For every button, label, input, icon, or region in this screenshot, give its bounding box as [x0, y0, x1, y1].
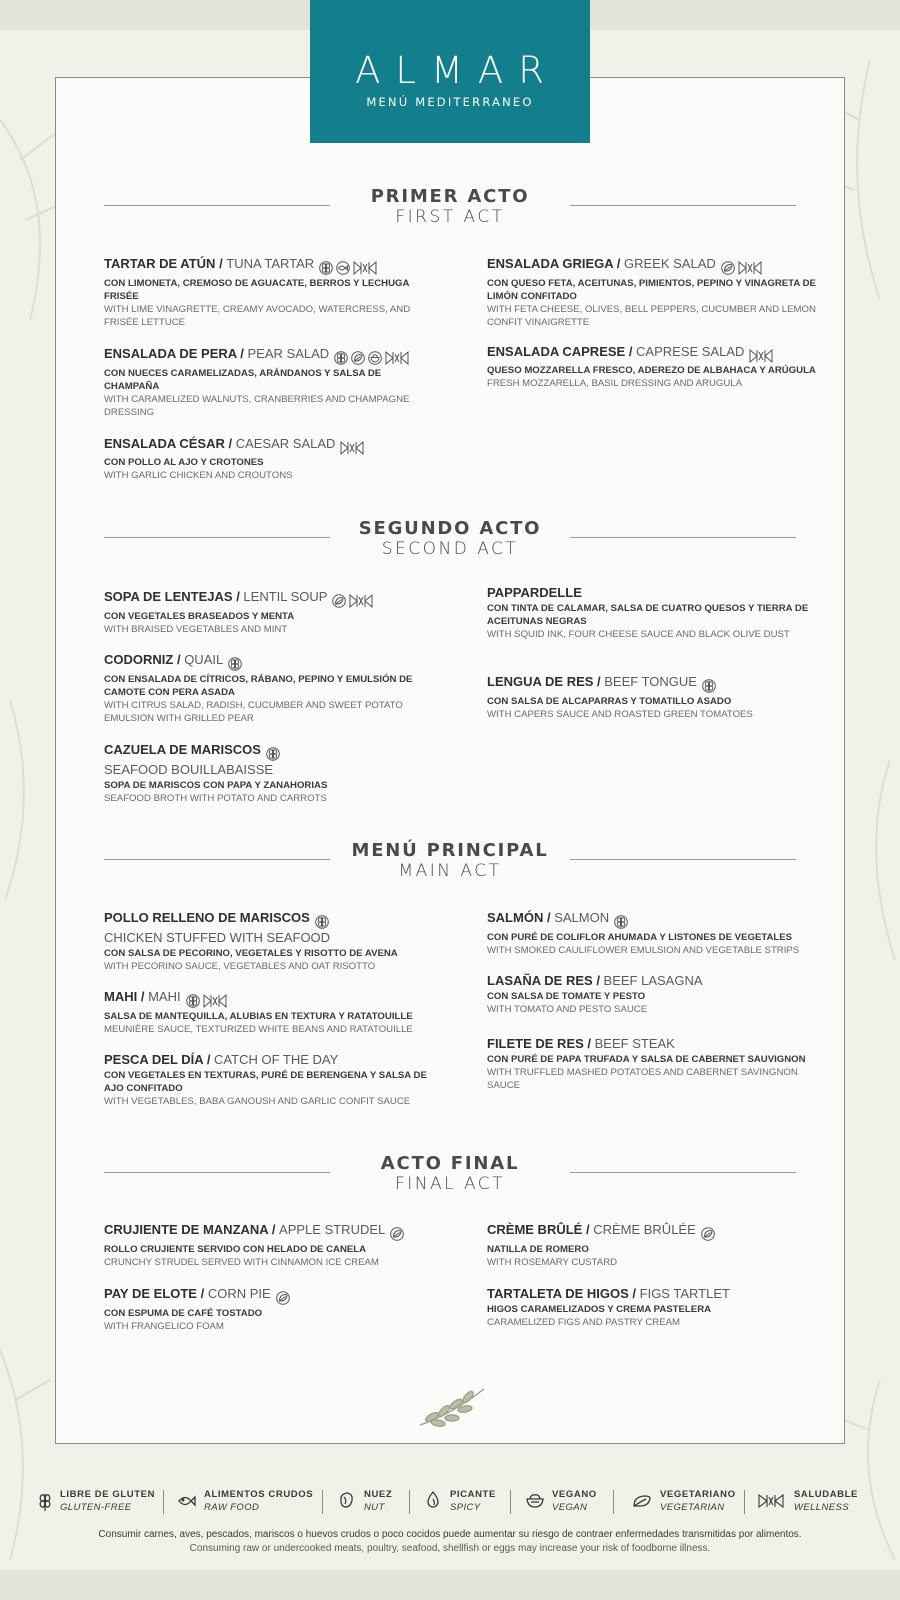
vegetarian-icon — [701, 1226, 715, 1242]
item-name-es: FILETE DE RES — [487, 1036, 584, 1051]
item-name-en: FIGS TARTLET — [639, 1286, 730, 1301]
section-title-es: MENÚ PRINCIPAL — [351, 840, 549, 861]
title-separator: / — [236, 346, 248, 361]
item-description-es: CON PURÉ DE PAPA TRUFADA Y SALSA DE CABERNET SAUVIGNON — [487, 1054, 806, 1065]
menu-item — [104, 742, 434, 805]
vegetarian-icon — [390, 1226, 404, 1242]
title-separator: / — [268, 1222, 280, 1237]
menu-item — [104, 346, 434, 419]
wellness-icon — [758, 1494, 784, 1513]
item-name-es: SALMÓN — [487, 910, 544, 925]
item-name-es: CRÈME BRÛLÉ — [487, 1222, 586, 1237]
brand-subtitle: MENÚ MEDITERRANEO — [366, 95, 534, 109]
title-separator: / — [613, 256, 624, 271]
item-title — [104, 1286, 434, 1306]
legend-label-en: VEGAN — [552, 1502, 588, 1513]
item-description-en: WITH CARAMELIZED WALNUTS, CRANBERRIES AND CHAMPAGNE DRESSING — [104, 393, 410, 418]
legend-label-en: VEGETARIAN — [660, 1502, 725, 1513]
gluten-free-icon — [228, 656, 242, 672]
item-description-en: WITH PECORINO SAUCE, VEGETABLES AND OAT RISOTTO — [104, 960, 376, 972]
item-title — [104, 742, 434, 762]
item-name-en: BEEF STEAK — [594, 1036, 675, 1051]
item-diet-icons — [319, 259, 380, 276]
item-description-en: SEAFOOD BROTH WITH POTATO AND CARROTS — [104, 792, 327, 804]
menu-item — [487, 910, 817, 957]
item-name-es: MAHI — [104, 989, 138, 1004]
section-title-en: MAIN ACT — [398, 861, 502, 881]
legend-divider — [409, 1490, 410, 1514]
item-name-en: APPLE STRUDEL — [279, 1222, 386, 1237]
wellness-icon — [353, 261, 377, 275]
legend-label-es: PICANTE — [450, 1489, 496, 1500]
item-title — [104, 1222, 434, 1242]
item-description-es: CON TINTA DE CALAMAR, SALSA DE CUATRO QUESOS Y TIERRA DE ACEITUNAS NEGRAS — [487, 603, 809, 627]
item-title — [104, 989, 434, 1009]
item-title — [487, 1222, 817, 1242]
item-description-es: CON SALSA DE PECORINO, VEGETALES Y RISOTTO DE AVENA — [104, 947, 398, 959]
item-diet-icons — [332, 592, 376, 609]
vegetarian-icon — [276, 1290, 290, 1306]
item-description-es: CON VEGETALES BRASEADOS Y MENTA — [104, 610, 295, 622]
title-separator: / — [583, 1036, 595, 1051]
item-title — [104, 652, 434, 672]
item-name-en: CAPRESE SALAD — [636, 344, 745, 359]
menu-item — [487, 344, 817, 390]
vegan-icon — [526, 1492, 544, 1513]
brand-name: ALMAR — [355, 49, 559, 92]
legend-divider — [322, 1490, 323, 1514]
nut-icon — [338, 1491, 354, 1514]
item-description-en: WITH BRAISED VEGETABLES AND MINT — [104, 623, 288, 635]
item-description-en: WITH VEGETABLES, BABA GANOUSH AND GARLIC CONFIT SAUCE — [104, 1096, 411, 1107]
menu-item — [487, 256, 817, 329]
olive-branch-icon — [410, 1385, 490, 1429]
wellness-icon — [349, 594, 373, 608]
item-diet-icons — [749, 347, 776, 363]
item-description-es: QUESO MOZZARELLA FRESCO, ADEREZO DE ALBAHACA Y ARÚGULA — [487, 365, 816, 376]
gluten-free-icon — [315, 914, 329, 930]
item-diet-icons — [390, 1225, 407, 1242]
item-name-en: MAHI — [148, 989, 181, 1004]
title-separator: / — [625, 344, 637, 359]
legend-label-en: WELLNESS — [794, 1502, 849, 1513]
menu-item — [487, 1036, 817, 1092]
title-separator: / — [215, 256, 227, 271]
item-name-en: QUAIL — [184, 652, 224, 667]
menu-item — [104, 1286, 434, 1333]
item-diet-icons — [614, 913, 631, 930]
menu-item — [487, 1286, 817, 1329]
section-title-es: PRIMER ACTO — [370, 186, 530, 207]
legend-divider — [613, 1490, 614, 1514]
item-name-es: LENGUA DE RES — [487, 674, 594, 689]
vegetarian-icon — [351, 350, 365, 366]
item-name-es: ENSALADA CÉSAR — [104, 436, 225, 451]
item-title — [487, 910, 817, 930]
item-name-en: BEEF LASAGNA — [603, 973, 703, 988]
item-description-en: WITH SQUID INK, FOUR CHEESE SAUCE AND BLACK OLIVE DUST — [487, 629, 790, 640]
wellness-icon — [749, 349, 773, 363]
menu-item — [104, 1052, 434, 1108]
wellness-icon — [203, 994, 227, 1008]
section-heading-main-act — [104, 840, 796, 884]
legend-label-en: SPICY — [450, 1502, 481, 1513]
title-separator: / — [632, 1286, 640, 1301]
bottom-band — [0, 1570, 900, 1600]
item-subtitle: SEAFOOD BOUILLABAISSE — [104, 761, 274, 777]
legend-divider — [510, 1490, 511, 1514]
vegetarian-icon — [632, 1494, 652, 1513]
title-separator: / — [196, 1286, 208, 1301]
item-title — [487, 1036, 817, 1052]
item-title — [487, 344, 817, 363]
item-name-es: TARTAR DE ATÚN — [104, 256, 216, 271]
gluten-free-icon — [614, 914, 628, 930]
item-description-en: CRUNCHY STRUDEL SERVED WITH CINNAMON ICE CREAM — [104, 1256, 379, 1268]
item-name-es: CODORNIZ — [104, 652, 174, 667]
item-subtitle: CHICKEN STUFFED WITH SEAFOOD — [104, 929, 331, 945]
item-name-es: PAPPARDELLE — [487, 585, 582, 600]
item-title — [104, 436, 434, 455]
item-name-es: ENSALADA CAPRESE — [487, 344, 626, 359]
raw-food-icon — [336, 260, 350, 276]
item-name-es: CRUJIENTE DE MANZANA — [104, 1222, 269, 1237]
item-name-es: SOPA DE LENTEJAS — [104, 589, 233, 604]
item-diet-icons — [702, 677, 719, 694]
item-description-es: CON SALSA DE TOMATE Y PESTO — [487, 991, 646, 1002]
item-name-en: TUNA TARTAR — [226, 256, 315, 271]
item-diet-icons — [186, 992, 230, 1009]
item-diet-icons — [315, 913, 332, 930]
disclaimer-en: Consuming raw or undercooked meats, poultry, seafood, shellfish or eggs may increase your risk of foodborne illness. — [189, 1543, 711, 1554]
vegetarian-icon — [721, 260, 735, 276]
item-name-en: BEEF TONGUE — [604, 674, 697, 689]
item-description-en: WITH FETA CHEESE, OLIVES, BELL PEPPERS, CUCUMBER AND LEMON CONFIT VINAIGRETTE — [487, 303, 816, 328]
section-title-es: ACTO FINAL — [380, 1153, 520, 1174]
legend-label-es: VEGETARIANO — [660, 1489, 736, 1500]
title-separator: / — [224, 436, 236, 451]
item-description-en: FRESH MOZZARELLA, BASIL DRESSING AND ARUGULA — [487, 378, 743, 389]
item-diet-icons — [701, 1225, 718, 1242]
item-name-es: ENSALADA GRIEGA — [487, 256, 614, 271]
wellness-icon — [340, 441, 364, 455]
item-description-en: WITH CITRUS SALAD, RADISH, CUCUMBER AND SWEET POTATO EMULSION WITH GRILLED PEAR — [104, 699, 403, 724]
item-name-en: PEAR SALAD — [247, 346, 330, 361]
section-title-en: SECOND ACT — [381, 539, 519, 559]
gluten-free-icon — [266, 746, 280, 762]
legend-label-es: ALIMENTOS CRUDOS — [204, 1489, 314, 1500]
menu-item — [104, 1222, 434, 1269]
section-heading-final-act — [104, 1153, 796, 1197]
menu-item — [487, 973, 817, 1016]
legend-label-en: GLUTEN-FREE — [60, 1502, 132, 1513]
item-description-es: CON POLLO AL AJO Y CROTONES — [104, 457, 264, 468]
item-description-en: WITH CAPERS SAUCE AND ROASTED GREEN TOMATOES — [487, 708, 753, 720]
disclaimer-es: Consumir carnes, aves, pescados, mariscos o huevos crudos o poco cocidos puede aumentar su riesgo de contraer enfermedades transmitidas por alimentos. — [98, 1529, 802, 1540]
vegetarian-icon — [332, 593, 346, 609]
item-description-es: CON NUECES CARAMELIZADAS, ARÁNDANOS Y SALSA DE CHAMPAÑA — [104, 367, 382, 392]
menu-item — [104, 589, 434, 636]
item-diet-icons — [334, 349, 412, 366]
legend-label-en: RAW FOOD — [204, 1502, 260, 1513]
vegan-icon — [368, 350, 382, 366]
section-title-en: FINAL ACT — [394, 1174, 506, 1194]
section-heading-second-act — [104, 518, 796, 562]
item-name-en: CORN PIE — [207, 1286, 271, 1301]
gluten-free-icon — [702, 678, 716, 694]
menu-item — [487, 585, 817, 641]
item-title — [487, 973, 817, 989]
menu-item — [104, 910, 434, 973]
item-name-es: PAY DE ELOTE — [104, 1286, 197, 1301]
legend-label-es: NUEZ — [364, 1489, 393, 1500]
item-description-en: WITH TRUFFLED MASHED POTATOES AND CABERNET SAVINGNON SAUCE — [487, 1067, 798, 1091]
item-description-es: CON QUESO FETA, ACEITUNAS, PIMIENTOS, PEPINO Y VINAGRETA DE LIMÓN CONFITADO — [487, 277, 816, 302]
item-diet-icons — [276, 1289, 293, 1306]
item-name-en: GREEK SALAD — [624, 256, 716, 271]
legend-divider — [163, 1490, 164, 1514]
item-description-es: CON ENSALADA DE CÍTRICOS, RÁBANO, PEPINO Y EMULSIÓN DE CAMOTE CON PERA ASADA — [104, 673, 413, 698]
item-description-es: CON VEGETALES EN TEXTURAS, PURÉ DE BERENGENA Y SALSA DE AJO CONFITADO — [104, 1070, 427, 1094]
dietary-legend — [30, 1486, 870, 1522]
item-title — [487, 1286, 817, 1302]
item-name-en: LENTIL SOUP — [243, 589, 328, 604]
gluten-free-icon — [334, 350, 348, 366]
item-description-en: WITH FRANGELICO FOAM — [104, 1320, 224, 1332]
item-title — [487, 674, 817, 694]
item-description-es: CON LIMONETA, CREMOSO DE AGUACATE, BERROS Y LECHUGA FRISÉE — [104, 277, 410, 302]
item-description-es: ROLLO CRUJIENTE SERVIDO CON HELADO DE CANELA — [104, 1243, 367, 1255]
legend-label-es: SALUDABLE — [794, 1489, 858, 1500]
raw-food-icon — [178, 1494, 196, 1512]
item-description-es: HIGOS CARAMELIZADOS Y CREMA PASTELERA — [487, 1304, 712, 1315]
item-name-es: LASAÑA DE RES — [487, 973, 593, 988]
item-description-en: CARAMELIZED FIGS AND PASTRY CREAM — [487, 1317, 680, 1328]
item-description-en: WITH GARLIC CHICKEN AND CROUTONS — [104, 470, 293, 481]
title-separator: / — [137, 989, 149, 1004]
item-description-en: WITH SMOKED CAULIFLOWER EMULSION AND VEGETABLE STRIPS — [487, 944, 800, 956]
title-separator: / — [203, 1052, 215, 1067]
item-name-es: ENSALADA DE PERA — [104, 346, 237, 361]
legend-label-en: NUT — [364, 1502, 385, 1513]
item-name-en: CATCH OF THE DAY — [214, 1052, 339, 1067]
item-diet-icons — [340, 439, 367, 455]
item-description-en: WITH TOMATO AND PESTO SAUCE — [487, 1004, 648, 1015]
title-separator: / — [173, 652, 185, 667]
item-title — [487, 256, 817, 276]
gluten-free-icon — [38, 1491, 52, 1516]
title-separator: / — [585, 1222, 594, 1237]
menu-item — [487, 1222, 817, 1269]
item-description-en: WITH ROSEMARY CUSTARD — [487, 1256, 618, 1268]
item-title — [104, 256, 434, 276]
wellness-icon — [738, 261, 762, 275]
item-description-en: WITH LIME VINAGRETTE, CREAMY AVOCADO, WATERCRESS, AND FRISÉE LETTUCE — [104, 303, 411, 328]
item-name-es: CAZUELA DE MARISCOS — [104, 742, 261, 757]
menu-item — [104, 436, 434, 482]
gluten-free-icon — [319, 260, 333, 276]
item-title — [487, 585, 817, 601]
item-diet-icons — [266, 745, 283, 762]
title-separator: / — [232, 589, 244, 604]
menu-item — [104, 256, 434, 329]
section-title-en: FIRST ACT — [395, 207, 505, 227]
item-name-es: TARTALETA DE HIGOS — [487, 1286, 633, 1301]
title-separator: / — [593, 674, 605, 689]
section-title-es: SEGUNDO ACTO — [358, 518, 542, 539]
item-name-en: CRÈME BRÛLÉE — [593, 1222, 696, 1237]
gluten-free-icon — [186, 993, 200, 1009]
item-description-es: CON PURÉ DE COLIFLOR AHUMADA Y LISTONES DE VEGETALES — [487, 931, 793, 943]
spicy-icon — [426, 1491, 440, 1514]
menu-item — [487, 674, 817, 721]
item-diet-icons — [228, 655, 245, 672]
item-title — [104, 589, 434, 609]
item-description-es: SOPA DE MARISCOS CON PAPA Y ZANAHORIAS — [104, 779, 328, 791]
item-title — [104, 910, 434, 930]
item-name-es: PESCA DEL DÍA — [104, 1052, 204, 1067]
legend-label-es: VEGANO — [552, 1489, 597, 1500]
wellness-icon — [385, 351, 409, 365]
item-description-es: SALSA DE MANTEQUILLA, ALUBIAS EN TEXTURA Y RATATOUILLE — [104, 1010, 413, 1022]
item-name-en: SALMON — [554, 910, 610, 925]
item-diet-icons — [721, 259, 765, 276]
legend-label-es: LIBRE DE GLUTEN — [60, 1489, 156, 1500]
brand-logo — [310, 0, 590, 143]
item-description-en: MEUNIÈRE SAUCE, TEXTURIZED WHITE BEANS AND RATATOUILLE — [104, 1023, 413, 1035]
item-name-en: CAESAR SALAD — [235, 436, 336, 451]
menu-item — [104, 989, 434, 1036]
title-separator: / — [543, 910, 555, 925]
legend-divider — [744, 1490, 745, 1514]
item-description-es: NATILLA DE ROMERO — [487, 1243, 589, 1255]
menu-item — [104, 652, 434, 725]
title-separator: / — [592, 973, 604, 988]
item-name-es: POLLO RELLENO DE MARISCOS — [104, 910, 310, 925]
item-description-es: CON SALSA DE ALCAPARRAS Y TOMATILLO ASADO — [487, 695, 732, 707]
item-description-es: CON ESPUMA DE CAFÉ TOSTADO — [104, 1307, 263, 1319]
item-title — [104, 1052, 434, 1068]
section-heading-first-act — [104, 186, 796, 230]
item-title — [104, 346, 434, 366]
